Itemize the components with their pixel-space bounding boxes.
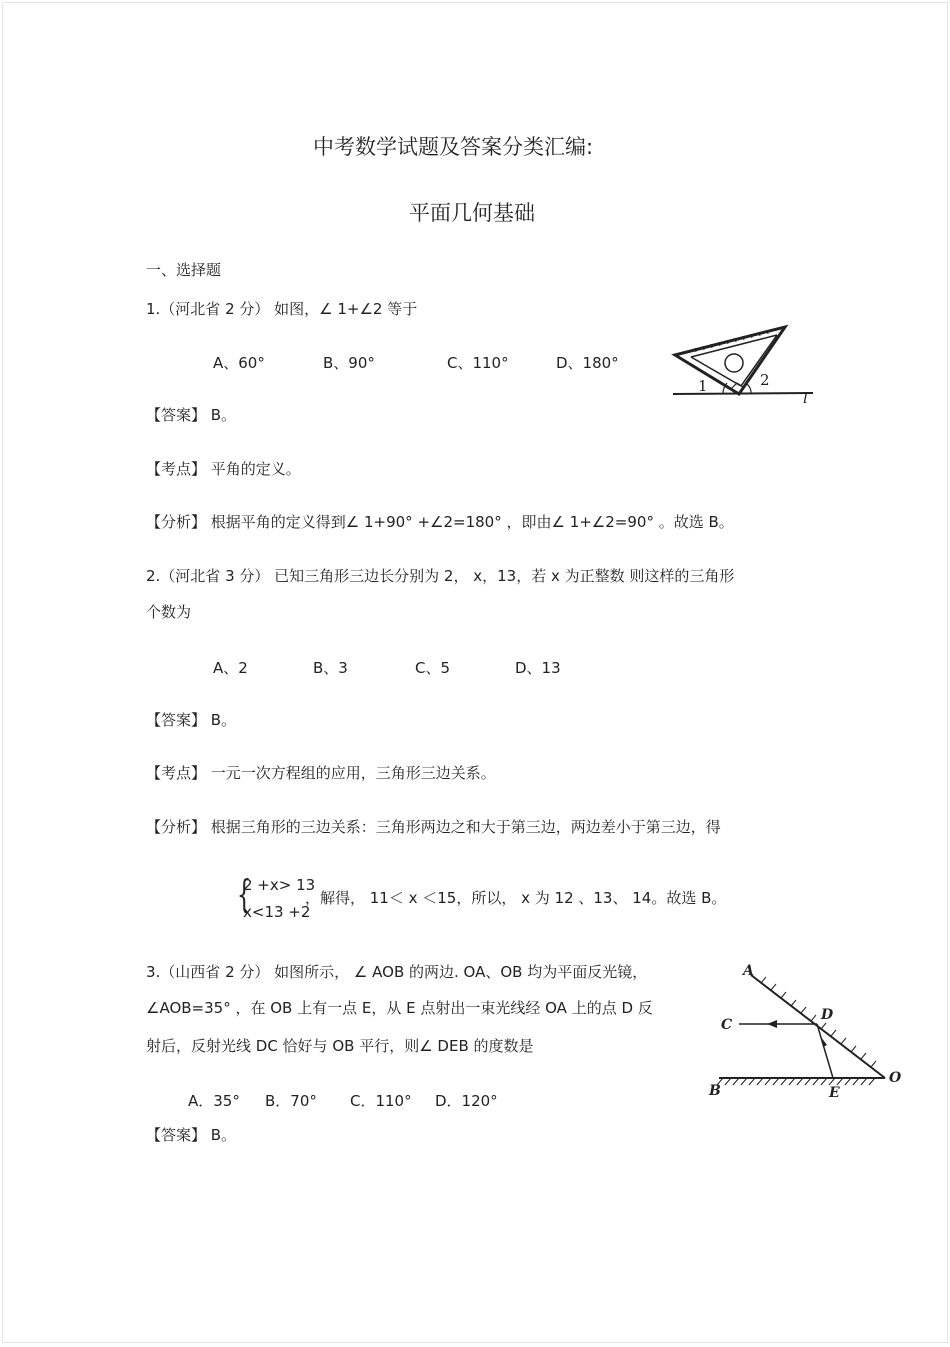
q3-label-c: C [721, 1017, 733, 1033]
q1-point: 【考点】 平角的定义。 [146, 460, 301, 478]
q2-option-a: A、2 [213, 659, 248, 677]
q1-answer: 【答案】 B。 [146, 406, 237, 424]
section-heading: 一、选择题 [146, 261, 222, 279]
q3-label-b: B [709, 1083, 721, 1099]
q3-option-d: D．120° [435, 1092, 498, 1110]
q3-label-o: O [889, 1070, 902, 1086]
q1-option-c: C、110° [447, 354, 509, 372]
q1-option-b: B、90° [323, 354, 375, 372]
q1-option-d: D、180° [556, 354, 619, 372]
q2-analysis: 【分析】 根据三角形的三边关系：三角形两边之和大于第三边，两边差小于第三边，得 [146, 818, 721, 836]
q1-line-l-label: l [803, 389, 808, 406]
q3-stem-line1: 3.（山西省 2 分） 如图所示， ∠ AOB 的两边. OA、OB 均为平面反光镜， [146, 963, 648, 981]
q3-stem-line3: 射后，反射光线 DC 恰好与 OB 平行，则∠ DEB 的度数是 [146, 1037, 534, 1055]
inequality-1: 2 +x> 13 [243, 876, 316, 894]
q1-analysis: 【分析】 根据平角的定义得到∠ 1+90° +∠2=180° ，即由∠ 1+∠2=90° 。故选 B。 [146, 513, 734, 531]
q1-option-a: A、60° [213, 354, 265, 372]
page-title: 中考数学试题及答案分类汇编: [312, 135, 594, 159]
equation-brace: { [236, 872, 252, 916]
q1-angle-2-label: 2 [760, 371, 770, 389]
q2-stem-line1: 2.（河北省 3 分） 已知三角形三边长分别为 2， x，13，若 x 为正整数 则这样的三角形 [146, 567, 735, 585]
q3-label-a: A [743, 963, 754, 979]
q3-mirror-figure [705, 961, 907, 1099]
q3-label-e: E [829, 1085, 840, 1099]
q2-option-b: B、3 [313, 659, 348, 677]
q1-figure-svg [655, 313, 819, 406]
q2-solution: ，解得， 11＜ x ＜15，所以， x 为 12 、13、 14。故选 B。 [305, 889, 727, 907]
q3-stem-line2: ∠AOB=35° ，在 OB 上有一点 E，从 E 点射出一束光线经 OA 上的点 D 反 [146, 999, 653, 1017]
q1-stem: 1.（河北省 2 分） 如图，∠ 1+∠2 等于 [146, 300, 418, 318]
inequality-2: x<13 +2 [243, 903, 311, 921]
q3-option-c: C．110° [350, 1092, 412, 1110]
q2-option-d: D、13 [515, 659, 561, 677]
q3-label-d: D [821, 1007, 834, 1023]
q2-option-c: C、5 [415, 659, 451, 677]
page-subtitle: 平面几何基础 [409, 201, 535, 225]
q3-figure-svg [705, 961, 907, 1099]
q3-option-b: B．70° [265, 1092, 317, 1110]
q2-point: 【考点】 一元一次方程组的应用，三角形三边关系。 [146, 764, 496, 782]
q1-triangle-figure [655, 313, 819, 406]
q3-answer: 【答案】 B。 [146, 1126, 237, 1144]
document-page [2, 2, 948, 1343]
q2-stem-line2: 个数为 [146, 603, 192, 621]
q2-answer: 【答案】 B。 [146, 711, 237, 729]
q1-angle-1-label: 1 [698, 377, 708, 395]
q3-option-a: A．35° [188, 1092, 240, 1110]
